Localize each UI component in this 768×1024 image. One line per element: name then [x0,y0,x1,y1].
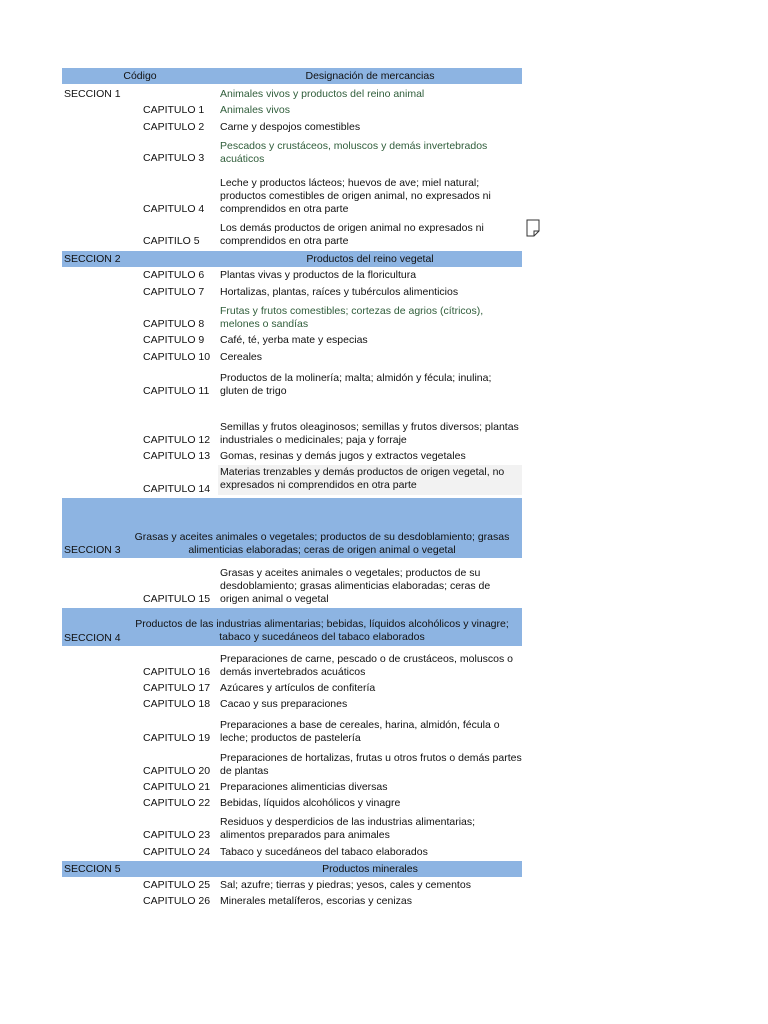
header-code: Código [123,70,157,82]
section-title: Productos minerales [322,863,418,875]
chapter-code: CAPITULO 12 [143,434,211,446]
chapter-code: CAPITULO 22 [143,797,211,809]
chapter-description: Semillas y frutos oleaginosos; semillas y frutos diversos; plantas industriales o medicinales; paja y forraje [220,421,519,446]
chapter-code: CAPITULO 9 [143,334,205,346]
chapter-row [62,893,522,909]
chapter-row [62,284,522,300]
section-title: Animales vivos y productos del reino animal [220,88,425,100]
chapter-row [62,795,522,811]
chapter-code: CAPITULO 24 [143,846,211,858]
chapter-row [62,302,522,332]
chapter-code: CAPITULO 25 [143,879,211,891]
chapter-description: Plantas vivas y productos de la floricultura [220,269,417,281]
chapter-code: CAPITULO 17 [143,682,211,694]
chapter-row [62,368,522,399]
chapter-row [62,136,522,166]
chapter-code: CAPITULO 21 [143,781,211,793]
section-label: SECCION 2 [64,253,121,265]
chapter-code: CAPITULO 11 [143,385,210,397]
section-row [62,861,522,877]
chapter-row [62,349,522,365]
chapter-row [62,648,522,680]
chapter-row [62,174,522,217]
chapter-description: Preparaciones alimenticias diversas [220,781,388,793]
chapter-row [62,779,522,795]
chapter-row [62,102,522,118]
chapter-description: Café, té, yerba mate y especias [220,334,368,346]
section-title: Productos de las industrias alimentarias; bebidas, líquidos alcohólicos y vinagre; tabaco y sucedáneos del tabaco elaborados [135,618,509,643]
chapter-row [62,844,522,860]
chapter-description: Bebidas, líquidos alcohólicos y vinagre [220,797,401,809]
section-row [62,251,522,267]
chapter-row [62,562,522,607]
chapter-description: Cereales [220,351,263,363]
chapter-description: Preparaciones de carne, pescado o de crustáceos, moluscos o demás invertebrados acuáticos [220,653,514,678]
chapter-description: Tabaco y sucedáneos del tabaco elaborados [220,846,428,858]
chapter-description: Materias trenzables y demás productos de origen vegetal, no expresados ni comprendidos en otra parte [220,466,505,491]
section-row [62,608,522,646]
chapter-row [62,465,522,497]
chapter-code: CAPITULO 18 [143,698,211,710]
chapter-row [62,416,522,448]
chapter-description: Minerales metalíferos, escorias y cenizas [220,895,412,907]
section-row [62,498,522,558]
chapter-row [62,877,522,893]
chapter-code: CAPITULO 19 [143,732,211,744]
chapter-code: CAPITULO 13 [143,450,211,462]
chapter-row [62,696,522,712]
chapter-code: CAPITULO 16 [143,666,211,678]
section-row [62,86,522,102]
chapter-description: Preparaciones a base de cereales, harina, almidón, fécula o leche; productos de pastelería [220,719,500,744]
section-label: SECCION 3 [64,544,121,556]
chapter-row [62,680,522,696]
chapter-row [62,714,522,746]
chapter-code: CAPITULO 14 [143,483,211,495]
chapter-code: CAPITULO 2 [143,121,205,133]
chapter-code: CAPITULO 4 [143,203,205,215]
chapter-code: CAPITULO 1 [143,104,205,116]
chapter-description: Frutas y frutos comestibles; cortezas de agrios (cítricos), melones o sandías [220,305,484,330]
chapter-row [62,267,522,283]
chapter-row [62,220,522,249]
chapter-description: Productos de la molinería; malta; almidón y fécula; inulina; gluten de trigo [220,372,492,397]
section-label: SECCION 1 [64,88,121,100]
chapter-description: Grasas y aceites animales o vegetales; productos de su desdoblamiento; grasas alimenticias elaboradas; ceras de origen animal o vegetal [220,567,491,605]
header-designation: Designación de mercancias [305,70,435,82]
note-icon[interactable] [526,219,540,237]
section-label: SECCION 5 [64,863,121,875]
header-row [62,68,522,84]
chapter-code: CAPITULO 26 [143,895,211,907]
chapter-description: Pescados y crustáceos, moluscos y demás invertebrados acuáticos [220,140,488,165]
chapter-code: CAPITULO 6 [143,269,205,281]
chapter-row [62,332,522,348]
chapter-description: Residuos y desperdicios de las industrias alimentarias; alimentos preparados para animales [220,816,476,841]
chapter-description: Carne y despojos comestibles [220,121,361,133]
chapter-code: CAPITULO 8 [143,318,205,330]
chapter-code: CAPITILO 5 [143,235,200,247]
section-title: Grasas y aceites animales o vegetales; productos de su desdoblamiento; grasas alimenticias elaboradas; ceras de origen animal o vegetal [134,531,510,556]
chapter-row [62,118,522,135]
chapter-code: CAPITULO 7 [143,286,205,298]
chapter-description: Gomas, resinas y demás jugos y extractos vegetales [220,450,466,462]
chapter-code: CAPITULO 20 [143,765,211,777]
chapter-description: Hortalizas, plantas, raíces y tubérculos alimenticios [220,286,459,298]
chapter-code: CAPITULO 15 [143,593,211,605]
chapter-description: Cacao y sus preparaciones [220,698,348,710]
chapter-description: Preparaciones de hortalizas, frutas u otros frutos o demás partes de plantas [220,752,522,777]
chapter-code: CAPITULO 23 [143,829,211,841]
chapter-code: CAPITULO 3 [143,152,205,164]
chapter-row [62,448,522,464]
chapter-row [62,813,522,843]
chapter-row [62,748,522,779]
chapter-description: Azúcares y artículos de confitería [220,682,376,694]
chapter-description: Los demás productos de origen animal no expresados ni comprendidos en otra parte [220,222,484,247]
chapter-code: CAPITULO 10 [143,351,211,363]
chapter-description: Leche y productos lácteos; huevos de ave; miel natural; productos comestibles de origen animal, no expresados ni comprendidos en otra parte [220,177,491,215]
section-label: SECCION 4 [64,632,121,644]
section-title: Productos del reino vegetal [306,253,434,265]
chapter-description: Animales vivos [220,104,291,116]
chapter-description: Sal; azufre; tierras y piedras; yesos, cales y cementos [220,879,471,891]
